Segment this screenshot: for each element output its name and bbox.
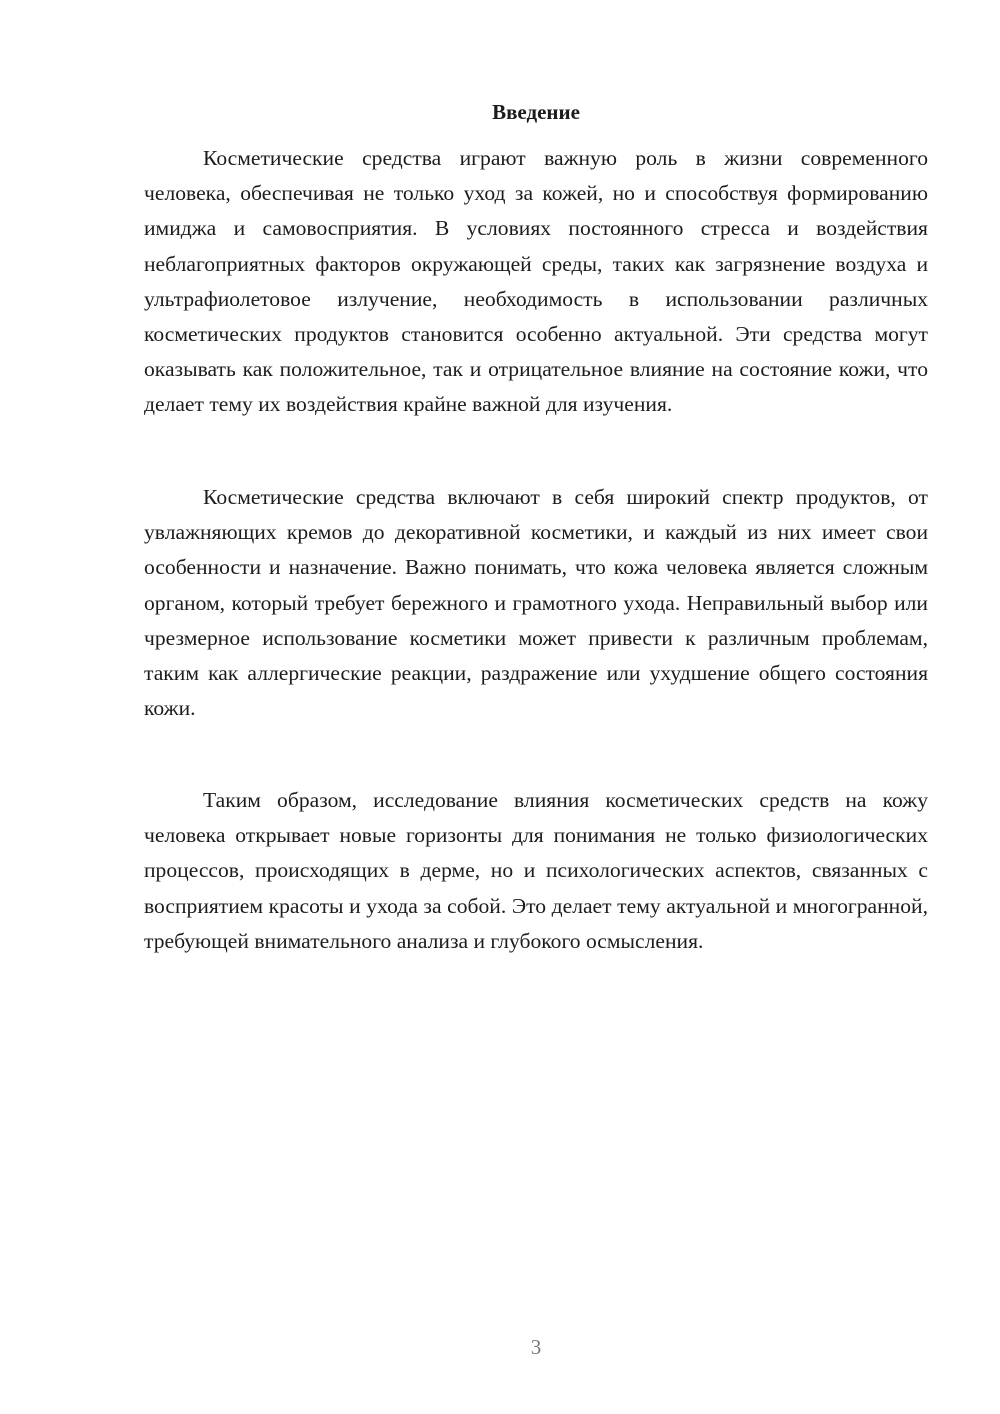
page-number: 3: [530, 1335, 542, 1359]
paragraph-1: Косметические средства играют важную роль в жизни современного человека, обеспечивая не только уход за кожей, но и способствуя формированию имиджа и самовосприятия. В условиях постоянного стресса и воздействия неблагоприятных факторов окружающей среды, таких как загрязнение воздуха и ультрафиолетовое излучение, необходимость в использовании различных косметических продуктов становится особенно актуальной. Эти средства могут оказывать как положительное, так и отрицательное влияние на состояние кожи, что делает тему их воздействия крайне важной для изучения.: [144, 146, 928, 417]
paragraph-2: Косметические средства включают в себя широкий спектр продуктов, от увлажняющих кремов до декоративной косметики, и каждый из них имеет свои особенности и назначение. Важно понимать, что кожа человека является сложным органом, который требует бережного и грамотного ухода. Неправильный выбор или чрезмерное использование косметики может привести к различным проблемам, таким как аллергические реакции, раздражение или ухудшение общего состояния кожи.: [144, 485, 928, 721]
paragraph-3: Таким образом, исследование влияния косметических средств на кожу человека открывает новые горизонты для понимания не только физиологических процессов, происходящих в дерме, но и психологических аспектов, связанных с восприятием красоты и ухода за собой. Это делает тему актуальной и многогранной, требующей внимательного анализа и глубокого осмысления.: [144, 788, 928, 953]
section-heading: Введение: [492, 100, 580, 124]
